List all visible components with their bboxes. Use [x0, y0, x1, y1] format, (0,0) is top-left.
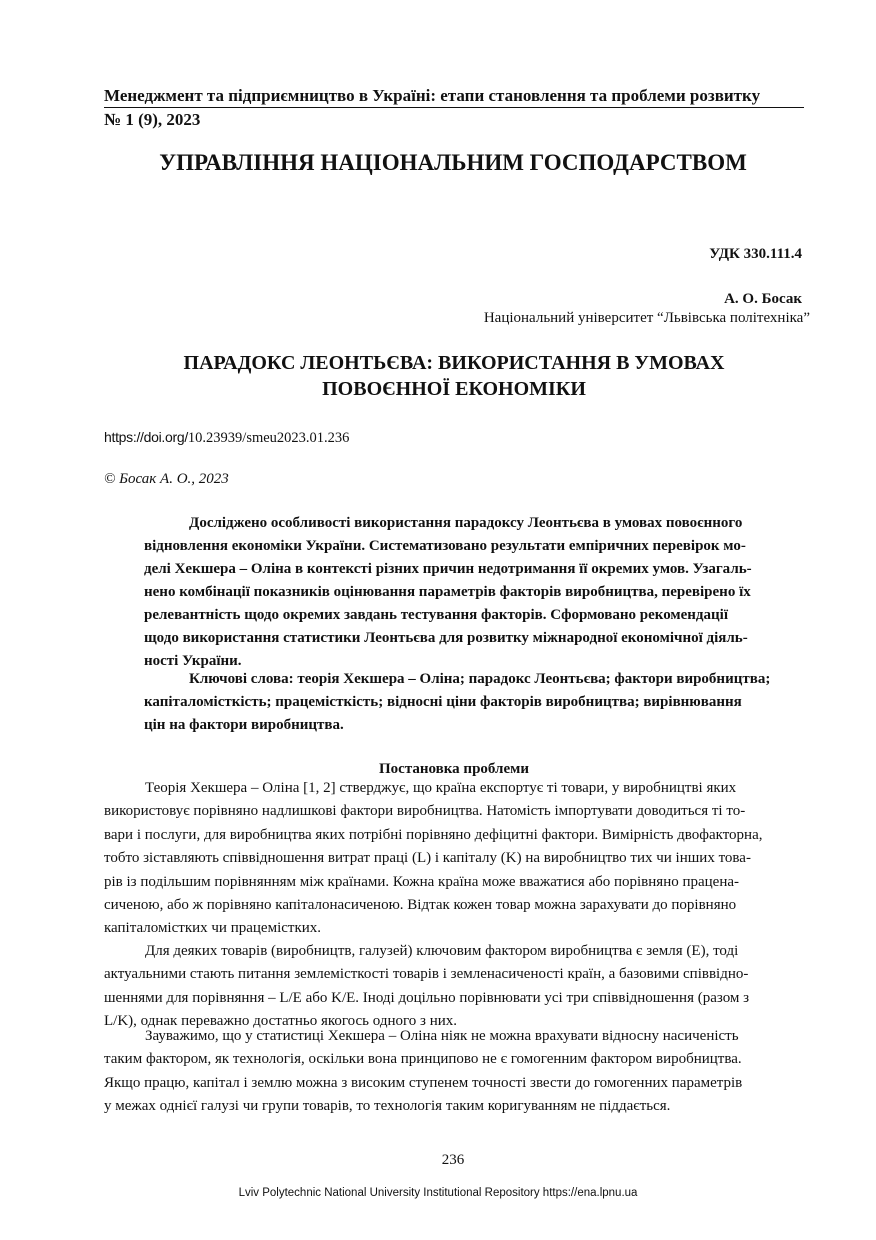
- abstract-line: відновлення економіки України. Систематизовано результати емпіричних перевірок мо-: [144, 538, 746, 554]
- abstract-line: щодо використання статистики Леонтьєва для розвитку міжнародної економічної діяль-: [144, 630, 748, 646]
- paragraph-line: Для деяких товарів (виробництв, галузей) ключовим фактором виробництва є земля (E), тоді: [145, 943, 739, 959]
- copyright: © Босак А. О., 2023: [104, 471, 229, 487]
- abstract-line: Досліджено особливості використання парадоксу Леонтьєва в умовах повоєнного: [189, 515, 743, 531]
- article-title: [104, 350, 804, 402]
- page-number: 236: [441, 1152, 465, 1168]
- paragraph-line: тобто зіставляють співвідношення витрат праці (L) і капіталу (K) на виробництво тих чи інших това-: [104, 850, 751, 867]
- keywords: [144, 668, 804, 737]
- paragraph-1: [104, 777, 804, 941]
- section-title: УПРАВЛІННЯ НАЦІОНАЛЬНИМ ГОСПОДАРСТВОМ: [159, 150, 747, 175]
- paragraph-line: таким фактором, як технологія, оскільки вона принципово не є гомогенним фактором виробництва.: [104, 1051, 742, 1068]
- paragraph-line: Зауважимо, що у статистиці Хекшера – Оліна ніяк не можна врахувати відносну насиченість: [145, 1028, 739, 1044]
- doi-prefix: https://doi.org/: [104, 429, 188, 445]
- journal-issue: № 1 (9), 2023: [104, 110, 201, 129]
- paragraph-3: [104, 1025, 804, 1119]
- paragraph-line: використовує порівняно надлишкові фактори виробництва. Натомість імпортувати доводиться ті то-: [104, 803, 746, 820]
- author-name: А. О. Босак: [724, 291, 802, 307]
- abstract-line: делі Хекшера – Оліна в контексті різних причин недотримання її окремих умов. Узагаль-: [144, 561, 752, 577]
- paragraph-2: [104, 940, 804, 1034]
- abstract: [144, 512, 804, 669]
- paragraph-line: Якщо працю, капітал і землю можна з високим ступенем точності звести до гомогенних параметрів: [104, 1074, 743, 1091]
- paragraph-line: шеннями для порівняння – L/E або K/E. Іноді доцільно порівнювати усі три співвідношення (разом з: [104, 989, 750, 1006]
- paragraph-line: L/K), однак переважно достатньо якогось одного з них.: [104, 1013, 458, 1030]
- keywords-line: Ключові слова: теорія Хекшера – Оліна; парадокс Леонтьєва; фактори виробництва;: [189, 671, 771, 687]
- abstract-line: нено комбінації показників оцінювання параметрів факторів виробництва, перевірено їх: [144, 584, 751, 600]
- author-affiliation: Національний університет “Львівська політехніка”: [483, 310, 810, 326]
- paragraph-line: актуальними стають питання землемісткості товарів і земленасиченості країн, а базовими співвідно-: [104, 966, 749, 983]
- paragraph-line: у межах однієї галузі чи групи товарів, то технологія таким коригуванням не піддається.: [104, 1098, 671, 1115]
- journal-header: [104, 85, 804, 108]
- paragraph-line: Теорія Хекшера – Оліна [1, 2] стверджує, що країна експортує ті товари, у виробництві яких: [145, 780, 737, 796]
- paragraph-line: рів із подільшим порівнянням між країнами. Кожна країна може вважатися або порівняно працена-: [104, 873, 740, 890]
- article-title-line-2: ПОВОЄННОЇ ЕКОНОМІКИ: [322, 378, 586, 400]
- article-title-line-1: ПАРАДОКС ЛЕОНТЬЄВА: ВИКОРИСТАННЯ В УМОВАХ: [183, 352, 725, 374]
- section-heading: Постановка проблеми: [379, 761, 529, 777]
- journal-title: Менеджмент та підприємництво в Україні: етапи становлення та проблеми розвитку: [104, 86, 761, 105]
- doi-link[interactable]: [104, 427, 349, 448]
- paragraph-line: сиченою, або ж порівняно капіталонасиченою. Відтак кожен товар можна зарахувати до порівняно: [104, 897, 737, 913]
- doi-id: 10.23939/smeu2023.01.236: [187, 430, 350, 446]
- paragraph-line: вари і послуги, для виробництва яких потрібні порівняно дефіцитні фактори. Вимірність двофакторна,: [104, 826, 763, 843]
- abstract-line: релевантність щодо окремих завдань тестування факторів. Сформовано рекомендації: [144, 607, 728, 623]
- repository-footer: Lviv Polytechnic National University Institutional Repository https://ena.lpnu.ua: [238, 1187, 638, 1199]
- keywords-line: капіталомісткість; працемісткість; відносні ціни факторів виробництва; вирівнювання: [144, 694, 742, 710]
- paragraph-line: капіталомістких чи працемістких.: [104, 920, 322, 937]
- keywords-line: цін на фактори виробництва.: [144, 717, 344, 733]
- abstract-line: ності України.: [144, 653, 242, 669]
- udk-code: УДК 330.111.4: [709, 246, 802, 262]
